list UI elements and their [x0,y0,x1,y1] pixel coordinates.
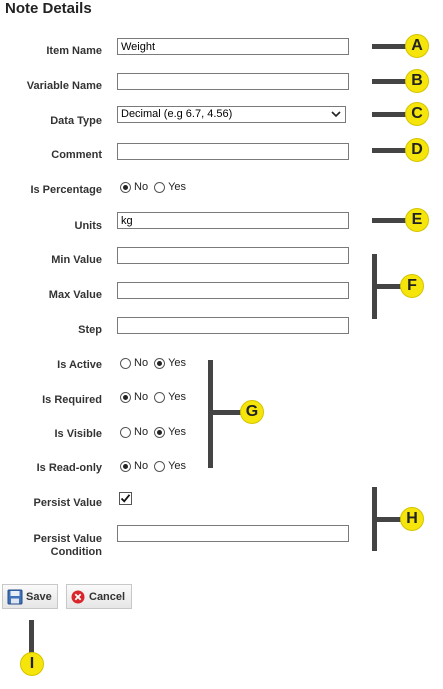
is-read-only-yes-radio[interactable] [154,461,165,472]
comment-label: Comment [51,149,102,161]
callout-h-bracket-horizontal [376,517,402,522]
callout-b-badge: B [405,69,429,93]
comment-input[interactable] [117,143,349,160]
radio-label-no: No [134,391,149,403]
radio-label-yes: Yes [168,391,187,403]
is-read-only-label: Is Read-only [36,462,102,474]
is-required-no-radio[interactable] [120,392,131,403]
min-value-input[interactable] [117,247,349,264]
callout-b-bar [372,79,408,84]
is-active-radio-group [120,357,192,369]
persist-condition-label-line1: Persist Value [33,533,102,545]
callout-a-bar [372,44,408,49]
is-read-only-no-radio[interactable] [120,461,131,472]
persist-value-label: Persist Value [33,497,102,509]
item-name-label: Item Name [46,45,102,57]
callout-i-badge: I [20,652,44,676]
radio-label-no: No [134,357,149,369]
is-active-no-radio[interactable] [120,358,131,369]
is-read-only-radio-group [120,460,192,472]
callout-c-bar [372,112,408,117]
data-type-select[interactable] [117,106,346,123]
cancel-x-icon [71,590,85,604]
data-type-label: Data Type [50,115,102,127]
step-input[interactable] [117,317,349,334]
persist-condition-input[interactable] [117,525,349,542]
is-percentage-yes-radio[interactable] [154,182,165,193]
radio-label-no: No [134,460,149,472]
callout-f-badge: F [400,274,424,298]
callout-g-bracket-horizontal [212,410,242,415]
is-visible-label: Is Visible [54,428,102,440]
units-input[interactable] [117,212,349,229]
page-title: Note Details [5,0,92,17]
radio-label-no: No [134,426,149,438]
step-label: Step [78,324,102,336]
chevron-down-icon [331,109,341,119]
is-required-yes-radio[interactable] [154,392,165,403]
save-button-label: Save [26,590,52,603]
cancel-button[interactable] [66,584,132,609]
variable-name-input[interactable] [117,73,349,90]
is-active-yes-radio[interactable] [154,358,165,369]
callout-f-bracket-horizontal [376,284,402,289]
persist-condition-label [2,533,102,559]
cancel-button-label: Cancel [89,590,126,603]
callout-e-badge: E [405,208,429,232]
is-required-radio-group [120,391,192,403]
callout-d-badge: D [405,138,429,162]
callout-d-bar [372,148,408,153]
is-percentage-label: Is Percentage [30,184,102,196]
radio-label-no: No [134,181,149,193]
floppy-disk-icon [7,589,23,605]
callout-h-badge: H [400,507,424,531]
callout-i-bar [29,620,34,654]
callout-e-bar [372,218,408,223]
is-visible-radio-group [120,426,192,438]
is-active-label: Is Active [57,359,102,371]
is-percentage-radio-group [120,181,192,193]
min-value-label: Min Value [51,254,102,266]
save-button[interactable] [2,584,58,609]
checkmark-icon [120,493,131,504]
callout-c-badge: C [405,102,429,126]
callout-g-badge: G [240,400,264,424]
radio-label-yes: Yes [168,426,187,438]
callout-a-badge: A [405,34,429,58]
is-visible-yes-radio[interactable] [154,427,165,438]
max-value-label: Max Value [48,289,102,301]
persist-condition-label-line2: Condition [50,546,102,558]
variable-name-label: Variable Name [26,80,102,92]
item-name-input[interactable] [117,38,349,55]
is-percentage-no-radio[interactable] [120,182,131,193]
is-visible-no-radio[interactable] [120,427,131,438]
radio-label-yes: Yes [168,357,187,369]
persist-value-checkbox[interactable] [119,492,132,505]
data-type-selected-value: Decimal (e.g 6.7, 4.56) [121,108,233,120]
is-required-label: Is Required [42,394,102,406]
units-label: Units [74,220,102,232]
radio-label-yes: Yes [168,181,187,193]
radio-label-yes: Yes [168,460,187,472]
max-value-input[interactable] [117,282,349,299]
